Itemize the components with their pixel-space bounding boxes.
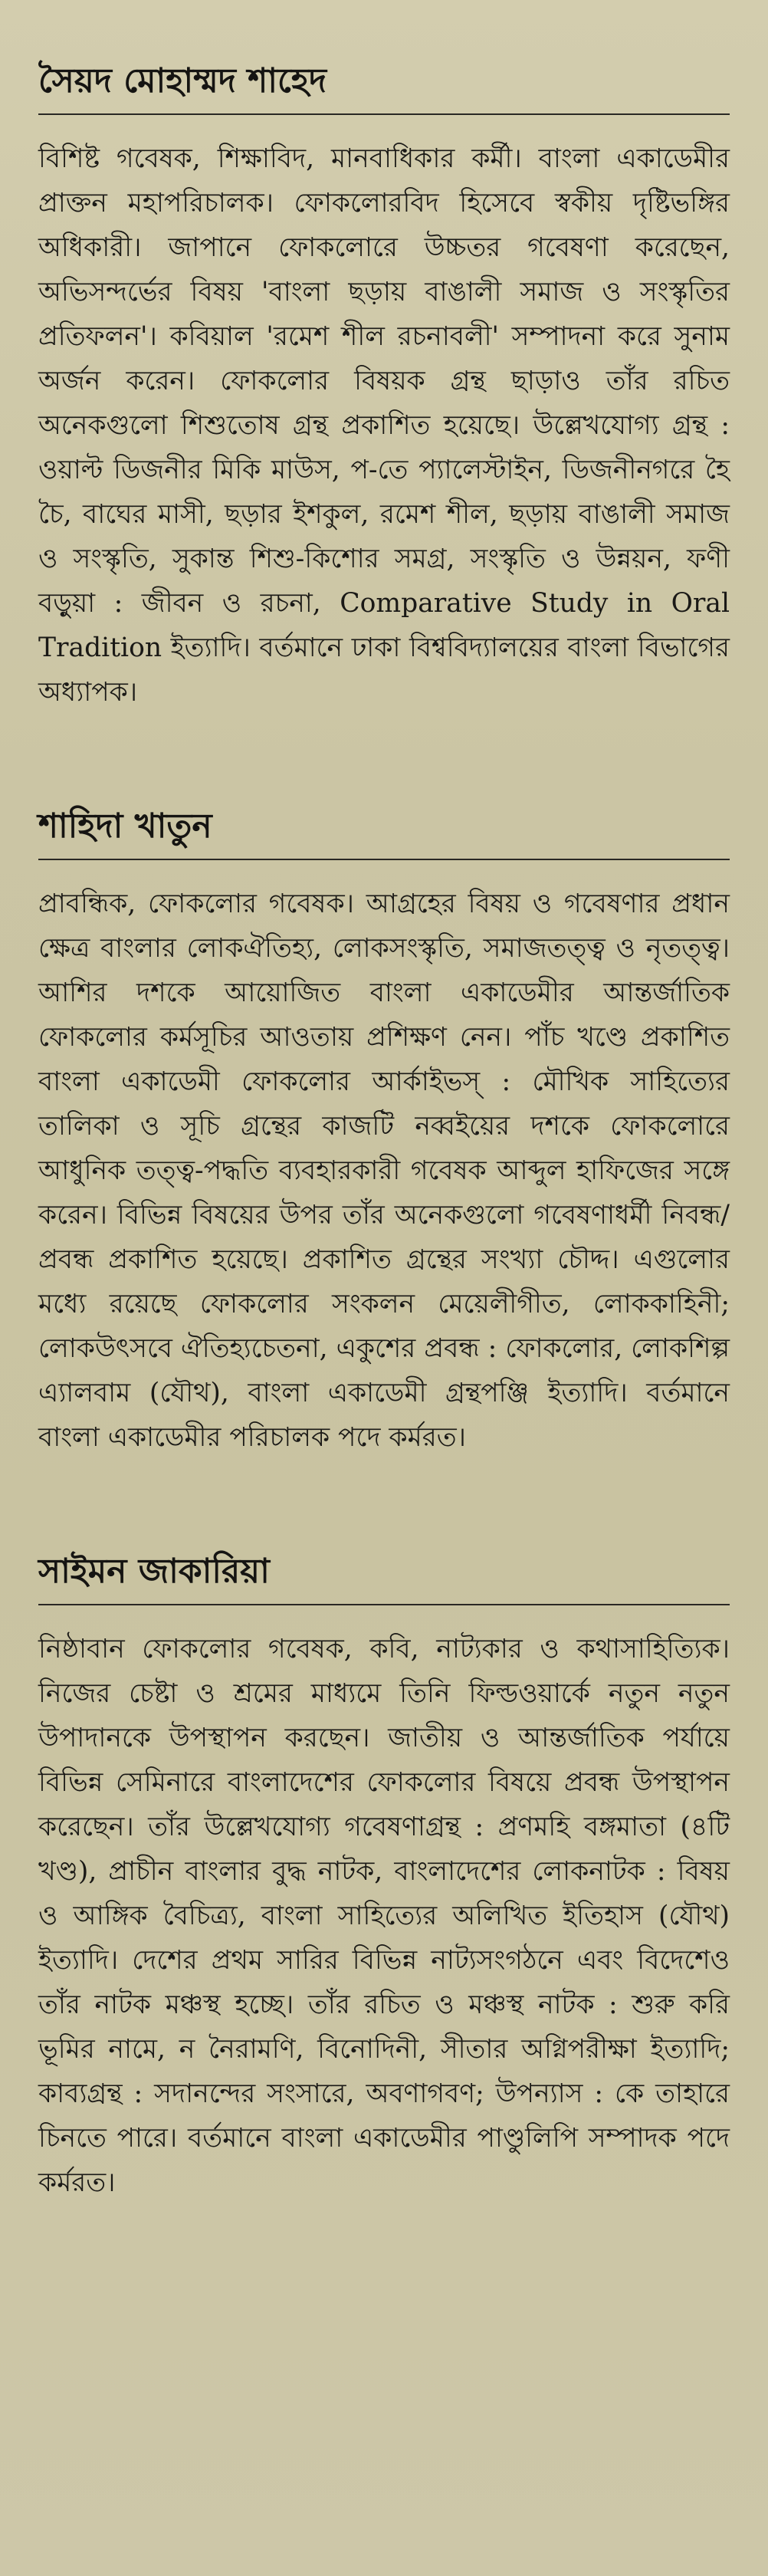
author-bio: বিশিষ্ট গবেষক, শিক্ষাবিদ, মানবাধিকার কর্মী। বাংলা একাডেমীর প্রাক্তন মহাপরিচালক। ফোকলোরবিদ হিসেবে স্বকীয় দৃষ্টিভঙ্গির অধিকারী। জাপানে ফোকলোরে উচ্চতর গবেষণা করেছেন, অভিসন্দর্ভের বিষয় 'বাংলা ছড়ায় বাঙালী সমাজ ও সংস্কৃতির প্রতিফলন'। কবিয়াল 'রমেশ শীল রচনাবলী' সম্পাদনা করে সুনাম অর্জন করেন। ফোকলোর বিষয়ক গ্রন্থ ছাড়াও তাঁর রচিত অনেকগুলো শিশুতোষ গ্রন্থ প্রকাশিত হয়েছে। উল্লেখযোগ্য গ্রন্থ : ওয়াল্ট ডিজনীর মিকি মাউস, প-তে প্যালেস্টাইন, ডিজনীনগরে হৈ চৈ, বাঘের মাসী, ছড়ার ইশকুল, রমেশ শীল, ছড়ায় বাঙালী সমাজ ও সংস্কৃতি, সুকান্ত শিশু-কিশোর সমগ্র, সংস্কৃতি ও উন্নয়ন, ফণী বড়ুয়া : জীবন ও রচনা, Comparative Study in Oral Tradition ইত্যাদি। বর্তমানে ঢাকা বিশ্ববিদ্যালয়ের বাংলা বিভাগের অধ্যাপক। <box>38 143 730 708</box>
author-name: সৈয়দ মোহাম্মদ শাহেদ <box>38 61 327 100</box>
author-name: শাহিদা খাতুন <box>38 807 212 846</box>
author-bio: প্রাবন্ধিক, ফোকলোর গবেষক। আগ্রহের বিষয় ও গবেষণার প্রধান ক্ষেত্র বাংলার লোকঐতিহ্য, লোকসংস্কৃতি, সমাজতত্ত্ব ও নৃতত্ত্ব। আশির দশকে আয়োজিত বাংলা একাডেমীর আন্তর্জাতিক ফোকলোর কর্মসূচির আওতায় প্রশিক্ষণ নেন। পাঁচ খণ্ডে প্রকাশিত বাংলা একাডেমী ফোকলোর আর্কাইভস্ : মৌখিক সাহিত্যের তালিকা ও সূচি গ্রন্থের কাজটি নব্বইয়ের দশকে ফোকলোরে আধুনিক তত্ত্ব-পদ্ধতি ব্যবহারকারী গবেষক আব্দুল হাফিজের সঙ্গে করেন। বিভিন্ন বিষয়ের উপর তাঁর অনেকগুলো গবেষণাধর্মী নিবন্ধ/প্রবন্ধ প্রকাশিত হয়েছে। প্রকাশিত গ্রন্থের সংখ্যা চৌদ্দ। এগুলোর মধ্যে রয়েছে ফোকলোর সংকলন মেয়েলীগীত, লোককাহিনী; লোকউৎসবে ঐতিহ্যচেতনা, একুশের প্রবন্ধ : ফোকলোর, লোকশিল্প এ্যালবাম (যৌথ), বাংলা একাডেমী গ্রন্থপঞ্জি ইত্যাদি। বর্তমানে বাংলা একাডেমীর পরিচালক পদে কর্মরত। <box>38 889 730 1453</box>
author-section-saymon <box>38 1550 730 2205</box>
divider <box>38 1604 730 1605</box>
author-section-shahida <box>38 805 730 1460</box>
author-bio: নিষ্ঠাবান ফোকলোর গবেষক, কবি, নাট্যকার ও কথাসাহিত্যিক। নিজের চেষ্টা ও শ্রমের মাধ্যমে তিনি ফিল্ডওয়ার্কে নতুন নতুন উপাদানকে উপস্থাপন করছেন। জাতীয় ও আন্তর্জাতিক পর্যায়ে বিভিন্ন সেমিনারে বাংলাদেশের ফোকলোর বিষয়ে প্রবন্ধ উপস্থাপন করেছেন। তাঁর উল্লেখযোগ্য গবেষণাগ্রন্থ : প্রণমহি বঙ্গমাতা (৪টি খণ্ড), প্রাচীন বাংলার বুদ্ধ নাটক, বাংলাদেশের লোকনাটক : বিষয় ও আঙ্গিক বৈচিত্র্য, বাংলা সাহিত্যের অলিখিত ইতিহাস (যৌথ) ইত্যাদি। দেশের প্রথম সারির বিভিন্ন নাট্যসংগঠনে এবং বিদেশেও তাঁর নাটক মঞ্চস্থ হচ্ছে। তাঁর রচিত ও মঞ্চস্থ নাটক : শুরু করি ভূমির নামে, ন নৈরামণি, বিনোদিনী, সীতার অগ্নিপরীক্ষা ইত্যাদি; কাব্যগ্রন্থ : সদানন্দের সংসারে, অবণাগবণ; উপন্যাস : কে তাহারে চিনতে পারে। বর্তমানে বাংলা একাডেমীর পাণ্ডুলিপি সম্পাদক পদে কর্মরত। <box>38 1634 730 2198</box>
author-section-shahed <box>38 60 730 715</box>
divider <box>38 859 730 860</box>
divider <box>38 113 730 115</box>
author-name: সাইমন জাকারিয়া <box>38 1552 270 1591</box>
